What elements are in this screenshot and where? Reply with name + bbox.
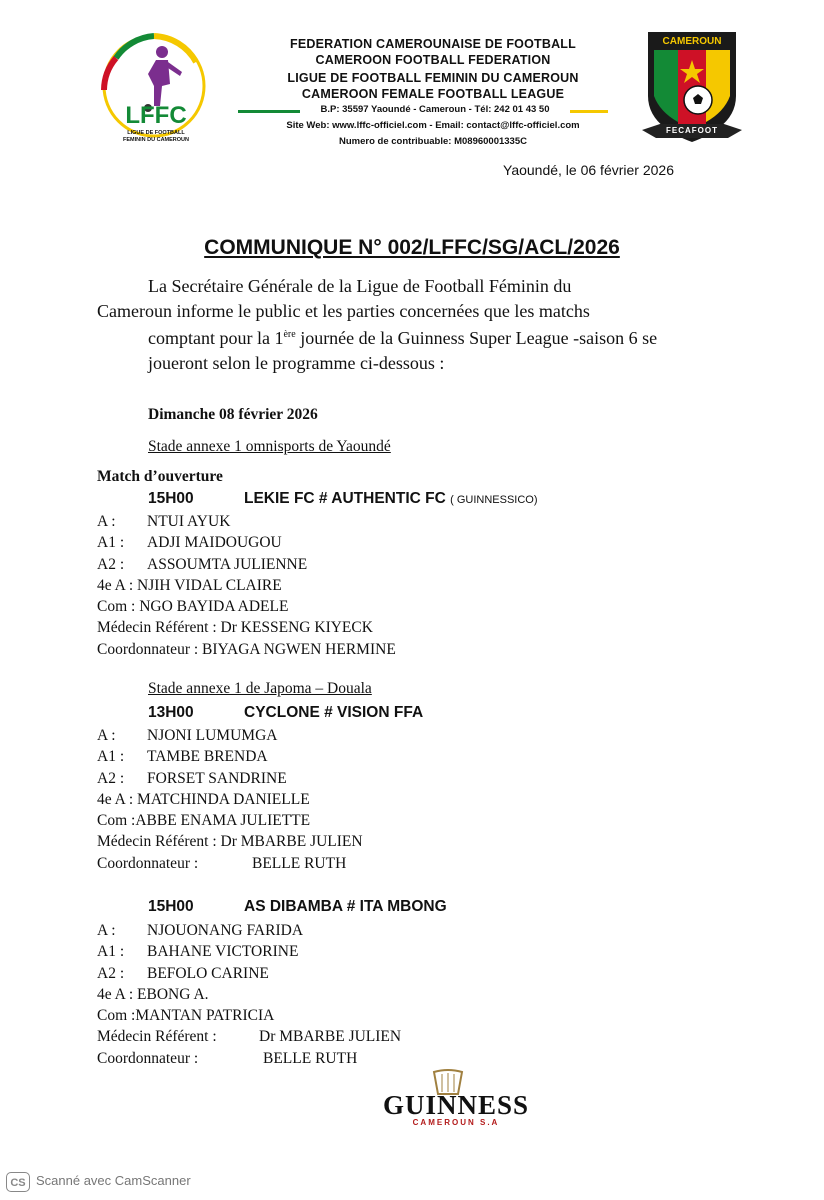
official-row: Coordonnateur : BELLE RUTH — [97, 1049, 358, 1067]
official-row: 4e A : EBONG A. — [97, 985, 209, 1003]
match-2-officials — [97, 725, 363, 874]
match-3-time: 15H00 — [148, 898, 194, 915]
fecafoot-bottom-text: FECAFOOT — [666, 126, 718, 135]
camscanner-icon: CS — [6, 1172, 30, 1192]
header-line-3: LIGUE DE FOOTBALL FEMININ DU CAMEROUN — [287, 71, 579, 85]
header-line-1: FEDERATION CAMEROUNAISE DE FOOTBALL — [290, 37, 576, 51]
intro-line-1: La Secrétaire Générale de la Ligue de Football Féminin du — [148, 276, 572, 296]
match-1-officials — [97, 511, 396, 660]
intro-line-3: comptant pour la 1ère journée de la Guinness Super League -saison 6 se — [148, 328, 658, 348]
header-line-2: CAMEROON FOOTBALL FEDERATION — [315, 53, 551, 67]
lffc-logo-sub1: LIGUE DE FOOTBALL — [127, 130, 185, 136]
lffc-logo-text: LFFC — [125, 102, 187, 129]
match-1-teams: LEKIE FC # AUTHENTIC FC ( GUINNESSICO) — [244, 490, 538, 507]
official-row: Médecin Référent : Dr MBARBE JULIEN — [97, 1028, 402, 1046]
official-row: A : NTUI AYUK — [97, 513, 231, 530]
venue-2-name: Stade annexe 1 de Japoma – Douala — [148, 680, 372, 697]
lffc-logo — [96, 28, 224, 158]
header-taxpayer: Numero de contribuable: M08960001335C — [339, 136, 527, 147]
match-day: Dimanche 08 février 2026 — [148, 406, 318, 423]
venue-1-name: Stade annexe 1 omnisports de Yaoundé — [148, 438, 391, 455]
official-row: Coordonnateur : BIYAGA NGWEN HERMINE — [97, 640, 396, 658]
official-row: A1 : ADJI MAIDOUGOU — [97, 534, 282, 552]
communique-title: COMMUNIQUE N° 002/LFFC/SG/ACL/2026 — [204, 236, 620, 259]
official-row: 4e A : NJIH VIDAL CLAIRE — [97, 576, 282, 594]
official-row: A : NJOUONANG FARIDA — [97, 922, 304, 939]
camscanner-watermark: Scanné avec CamScanner — [36, 1173, 191, 1188]
match-2-time: 13H00 — [148, 704, 194, 721]
fecafoot-top-text: CAMEROUN — [662, 36, 722, 47]
header-line-4: CAMEROON FEMALE FOOTBALL LEAGUE — [301, 87, 565, 101]
official-row: Com : NGO BAYIDA ADELE — [97, 598, 289, 616]
guinness-logo-sub: CAMEROUN S.A — [412, 1118, 500, 1127]
official-row: A1 : TAMBE BRENDA — [97, 748, 268, 766]
match-1-time: 15H00 — [148, 490, 194, 507]
match-3-teams: AS DIBAMBA # ITA MBONG — [244, 898, 447, 915]
official-row: Com :MANTAN PATRICIA — [97, 1007, 275, 1025]
fecafoot-logo — [640, 26, 744, 154]
intro-line-2: Cameroun informe le public et les parties concernées que les matchs — [97, 300, 590, 321]
match-3-officials — [97, 920, 401, 1069]
match-2-teams: CYCLONE # VISION FFA — [244, 704, 424, 721]
header-web: Site Web: www.lffc-officiel.com - Email: contact@lffc-officiel.com — [286, 120, 580, 131]
official-row: A : NJONI LUMUMGA — [97, 727, 278, 744]
intro-paragraph — [97, 274, 728, 375]
opening-match-label: Match d’ouverture — [97, 468, 223, 485]
official-row: A2 : ASSOUMTA JULIENNE — [97, 555, 308, 573]
intro-line-4: joueront selon le programme ci-dessous : — [148, 352, 445, 373]
header-address: B.P: 35597 Yaoundé - Cameroun - Tél: 242 01 43 50 — [300, 104, 570, 116]
official-row: A2 : BEFOLO CARINE — [97, 964, 269, 982]
official-row: Médecin Référent : Dr KESSENG KIYECK — [97, 619, 373, 637]
official-row: A1 : BAHANE VICTORINE — [97, 943, 299, 961]
official-row: Médecin Référent : Dr MBARBE JULIEN — [97, 833, 363, 851]
official-row: 4e A : MATCHINDA DANIELLE — [97, 790, 310, 808]
match-1-sponsor: ( GUINNESSICO) — [450, 494, 538, 506]
lffc-logo-sub2: FEMININ DU CAMEROUN — [123, 137, 189, 143]
official-row: Com :ABBE ENAMA JULIETTE — [97, 812, 311, 830]
guinness-logo: GUINNESS — [382, 1090, 530, 1120]
official-row: Coordonnateur : BELLE RUTH — [97, 854, 347, 872]
letter-date: Yaoundé, le 06 février 2026 — [503, 162, 674, 178]
official-row: A2 : FORSET SANDRINE — [97, 769, 287, 787]
